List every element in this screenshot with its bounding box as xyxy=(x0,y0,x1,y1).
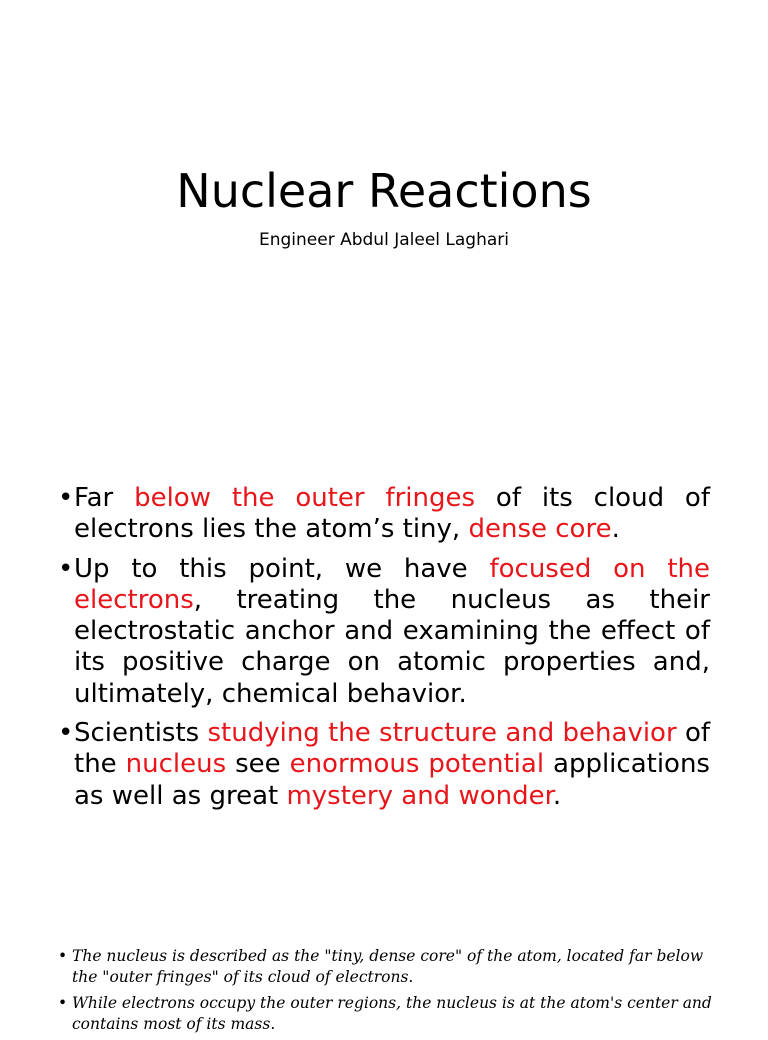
highlight-text: studying the structure and behavior xyxy=(207,718,677,749)
bullet-text: Up to this point, we have xyxy=(74,553,490,584)
slide-subtitle: Engineer Abdul Jaleel Laghari xyxy=(258,230,509,250)
notes-list xyxy=(58,946,718,1040)
note-text: While electrons occupy the outer regions, the nucleus is at the atom's center and contains most of its mass. xyxy=(72,994,712,1033)
note-dot-icon: • xyxy=(58,994,68,1012)
note-dot-icon: • xyxy=(58,947,68,965)
highlight-text: nucleus xyxy=(125,749,227,780)
note-text: The nucleus is described as the "tiny, dense core" of the atom, located far below the "outer fringes" of its cloud of electrons. xyxy=(72,947,704,986)
bullet-item-3 xyxy=(58,718,710,812)
highlight-text: mystery and wonder xyxy=(286,780,553,811)
bullet-text: applications as well as great xyxy=(74,749,710,811)
highlight-text: focused on the electrons xyxy=(74,553,710,615)
bullet-text: of the xyxy=(74,718,711,780)
bullet-text: Far xyxy=(74,483,135,513)
bullet-text: see xyxy=(226,749,290,780)
note-item-2 xyxy=(58,993,718,1035)
bullet-item-1 xyxy=(58,483,710,546)
bullet-list xyxy=(58,483,710,820)
bullet-text: . xyxy=(611,514,620,545)
bullet-text: Scientists xyxy=(74,718,208,749)
bullet-item-2 xyxy=(58,554,710,710)
bullet-dot-icon: • xyxy=(58,718,74,749)
title-slide xyxy=(0,0,768,460)
slide-title: Nuclear Reactions xyxy=(176,164,592,218)
note-item-1 xyxy=(58,946,718,988)
highlight-text: enormous potential xyxy=(289,749,545,780)
bullet-text: . xyxy=(552,780,562,811)
highlight-text: dense core xyxy=(468,514,612,545)
bullet-dot-icon: • xyxy=(58,553,74,584)
bullet-text: of its cloud of electrons lies the atom’s tiny, xyxy=(74,483,710,545)
highlight-text: below the outer fringes xyxy=(134,483,476,513)
bullet-dot-icon: • xyxy=(58,483,74,513)
bullet-text: , treating the nucleus as their electrostatic anchor and examining the effect of its positive charge on atomic properties and, ultimately, chemical behavior. xyxy=(74,584,710,709)
